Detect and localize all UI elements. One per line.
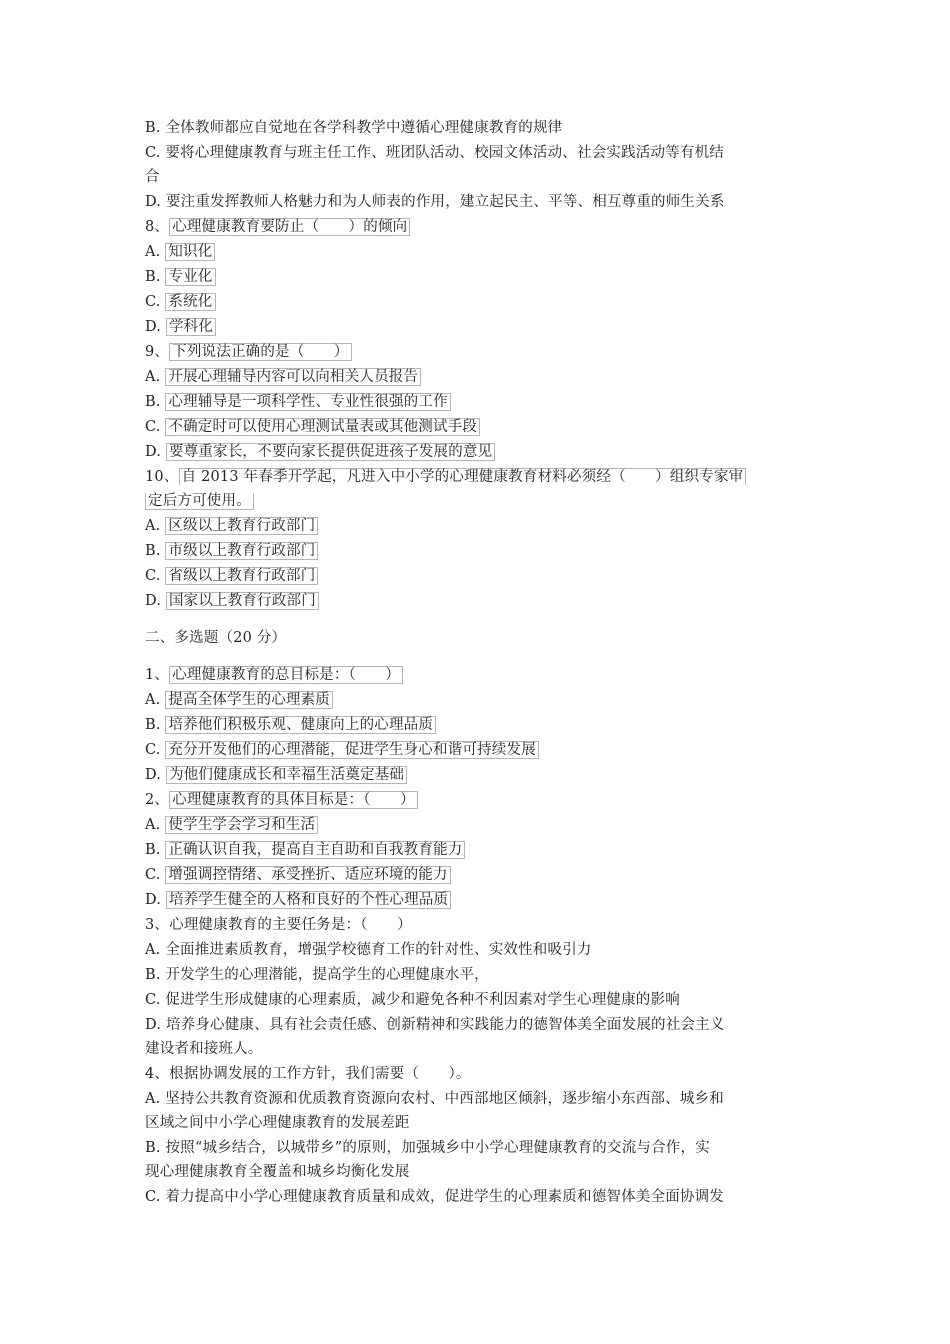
option-text: 培养身心健康、具有社会责任感、创新精神和实践能力的德智体美全面发展的社会主义 xyxy=(165,1017,725,1033)
option-text: 要尊重家长，不要向家长提供促进孩子发展的意见 xyxy=(166,443,495,461)
option-b-line: B. 开发学生的心理潜能，提高学生的心理健康水平， xyxy=(145,967,489,983)
continuation-line xyxy=(145,1112,410,1134)
option-d-line: D. 培养身心健康、具有社会责任感、创新精神和实践能力的德智体美全面发展的社会主义 xyxy=(145,1017,725,1033)
continuation-line xyxy=(145,166,160,188)
option-c-line: C. 要将心理健康教育与班主任工作、班团队活动、校园文体活动、社会实践活动等有机结 xyxy=(145,145,725,161)
option-text: 全体教师都应自觉地在各学科教学中遵循心理健康教育的规律 xyxy=(165,120,563,136)
option-text: 现心理健康教育全覆盖和城乡均衡化发展 xyxy=(145,1164,410,1180)
option-text: 市级以上教育行政部门 xyxy=(165,542,318,560)
option-text: 建设者和接班人。 xyxy=(145,1041,263,1057)
option-a-line: A. 知识化 xyxy=(145,241,215,263)
option-text: 充分开发他们的心理潜能，促进学生身心和谐可持续发展 xyxy=(165,741,539,759)
option-text: 国家以上教育行政部门 xyxy=(166,592,319,610)
option-b-line: B. 全体教师都应自觉地在各学科教学中遵循心理健康教育的规律 xyxy=(145,120,563,136)
option-text: 合 xyxy=(145,169,160,185)
question-8: 8、 心理健康教育要防止（ ）的倾向 xyxy=(145,216,410,238)
option-text: 区域之间中小学心理健康教育的发展差距 xyxy=(145,1115,410,1131)
option-text: 培养他们积极乐观、健康向上的心理品质 xyxy=(165,716,436,734)
option-c-line: C. 促进学生形成健康的心理素质，减少和避免各种不利因素对学生心理健康的影响 xyxy=(145,992,680,1008)
section-title: 二、多选题（20 分） xyxy=(145,630,287,646)
mq-question-2: 2、 心理健康教育的具体目标是：（ ） xyxy=(145,789,418,811)
question-9: 9、 下列说法正确的是（ ） xyxy=(145,341,352,363)
option-c-line: C. 增强调控情绪、承受挫折、适应环境的能力 xyxy=(145,864,451,886)
option-d-line: D. 国家以上教育行政部门 xyxy=(145,590,319,612)
option-text: 促进学生形成健康的心理素质，减少和避免各种不利因素对学生心理健康的影响 xyxy=(165,992,680,1008)
option-text: 培养学生健全的人格和良好的个性心理品质 xyxy=(166,891,451,909)
mq-question-4: 4、根据协调发展的工作方针，我们需要（ ）。 xyxy=(145,1066,471,1082)
option-a-line: A. 提高全体学生的心理素质 xyxy=(145,689,333,711)
option-d-line: D. 培养学生健全的人格和良好的个性心理品质 xyxy=(145,889,451,911)
mq-question-3: 3、心理健康教育的主要任务是：（ ） xyxy=(145,917,412,933)
mq-question-1: 1、 心理健康教育的总目标是：（ ） xyxy=(145,664,403,686)
option-d-line: D. 要尊重家长，不要向家长提供促进孩子发展的意见 xyxy=(145,441,495,463)
question-text: 下列说法正确的是（ ） xyxy=(169,343,351,361)
option-c-line: C. 系统化 xyxy=(145,291,216,313)
option-text: 增强调控情绪、承受挫折、适应环境的能力 xyxy=(165,866,450,884)
option-text: 不确定时可以使用心理测试量表或其他测试手段 xyxy=(165,418,480,436)
option-d-line: D. 学科化 xyxy=(145,316,216,338)
option-a-line: A. 全面推进素质教育，增强学校德育工作的针对性、实效性和吸引力 xyxy=(145,942,592,958)
section-heading xyxy=(145,627,286,649)
question-text: 心理健康教育要防止（ ）的倾向 xyxy=(169,218,410,236)
option-text: 专业化 xyxy=(165,268,215,286)
option-text: 省级以上教育行政部门 xyxy=(165,567,318,585)
question-text: 自 2013 年春季开学起，凡进入中小学的心理健康教育材料必须经（ ）组织专家审 xyxy=(179,468,747,485)
option-text: 开发学生的心理潜能，提高学生的心理健康水平， xyxy=(165,967,489,983)
option-c-line: C. 充分开发他们的心理潜能，促进学生身心和谐可持续发展 xyxy=(145,739,539,761)
option-text: 心理辅导是一项科学性、专业性很强的工作 xyxy=(165,393,450,411)
question-10: 10、 自 2013 年春季开学起，凡进入中小学的心理健康教育材料必须经（ ）组织专家审 xyxy=(145,466,746,488)
question-text: 心理健康教育的总目标是：（ ） xyxy=(169,666,403,684)
option-text: 着力提高中小学心理健康教育质量和成效，促进学生的心理素质和德智体美全面协调发 xyxy=(165,1189,725,1205)
option-text: 开展心理辅导内容可以向相关人员报告 xyxy=(165,368,421,386)
option-text: 提高全体学生的心理素质 xyxy=(165,691,333,709)
option-a-line: A. 开展心理辅导内容可以向相关人员报告 xyxy=(145,366,421,388)
option-a-line: A. 坚持公共教育资源和优质教育资源向农村、中西部地区倾斜，逐步缩小东西部、城乡和 xyxy=(145,1091,724,1107)
option-text: 坚持公共教育资源和优质教育资源向农村、中西部地区倾斜，逐步缩小东西部、城乡和 xyxy=(165,1091,724,1107)
option-c-line: C. 省级以上教育行政部门 xyxy=(145,565,318,587)
option-d-line: D. 为他们健康成长和幸福生活奠定基础 xyxy=(145,764,407,786)
option-text: 系统化 xyxy=(165,293,215,311)
continuation-line xyxy=(145,1038,263,1060)
option-c-line: C. 不确定时可以使用心理测试量表或其他测试手段 xyxy=(145,416,480,438)
question-text: 根据协调发展的工作方针，我们需要（ ）。 xyxy=(169,1066,471,1082)
option-text: 使学生学会学习和生活 xyxy=(165,816,318,834)
option-b-line: B. 培养他们积极乐观、健康向上的心理品质 xyxy=(145,714,436,736)
continuation-line xyxy=(145,1161,410,1183)
option-b-line: B. 正确认识自我，提高自主自助和自我教育能力 xyxy=(145,839,465,861)
question-text: 心理健康教育的具体目标是：（ ） xyxy=(169,791,418,809)
option-b-line: B. 心理辅导是一项科学性、专业性很强的工作 xyxy=(145,391,451,413)
option-a-line: A. 区级以上教育行政部门 xyxy=(145,515,318,537)
option-text: 全面推进素质教育，增强学校德育工作的针对性、实效性和吸引力 xyxy=(165,942,592,958)
question-text: 心理健康教育的主要任务是：（ ） xyxy=(169,917,412,933)
option-text: 要注重发挥教师人格魅力和为人师表的作用，建立起民主、平等、相互尊重的师生关系 xyxy=(165,194,725,210)
option-text: 为他们健康成长和幸福生活奠定基础 xyxy=(166,766,407,784)
option-text: 知识化 xyxy=(165,243,215,261)
option-text: 区级以上教育行政部门 xyxy=(165,517,318,535)
option-text: 按照“城乡结合，以城带乡”的原则，加强城乡中小学心理健康教育的交流与合作，实 xyxy=(165,1140,710,1156)
option-c-line: C. 着力提高中小学心理健康教育质量和成效，促进学生的心理素质和德智体美全面协调发 xyxy=(145,1189,725,1205)
question-text-continued: 定后方可使用。 xyxy=(145,493,254,510)
continuation-line xyxy=(145,490,254,512)
option-text: 学科化 xyxy=(166,318,216,336)
option-d-line: D. 要注重发挥教师人格魅力和为人师表的作用，建立起民主、平等、相互尊重的师生关系 xyxy=(145,194,725,210)
option-b-line: B. 市级以上教育行政部门 xyxy=(145,540,318,562)
option-text: 要将心理健康教育与班主任工作、班团队活动、校园文体活动、社会实践活动等有机结 xyxy=(165,145,725,161)
option-b-line: B. 按照“城乡结合，以城带乡”的原则，加强城乡中小学心理健康教育的交流与合作，实 xyxy=(145,1140,710,1156)
option-b-line: B. 专业化 xyxy=(145,266,216,288)
option-a-line: A. 使学生学会学习和生活 xyxy=(145,814,318,836)
option-text: 正确认识自我，提高自主自助和自我教育能力 xyxy=(165,841,465,859)
